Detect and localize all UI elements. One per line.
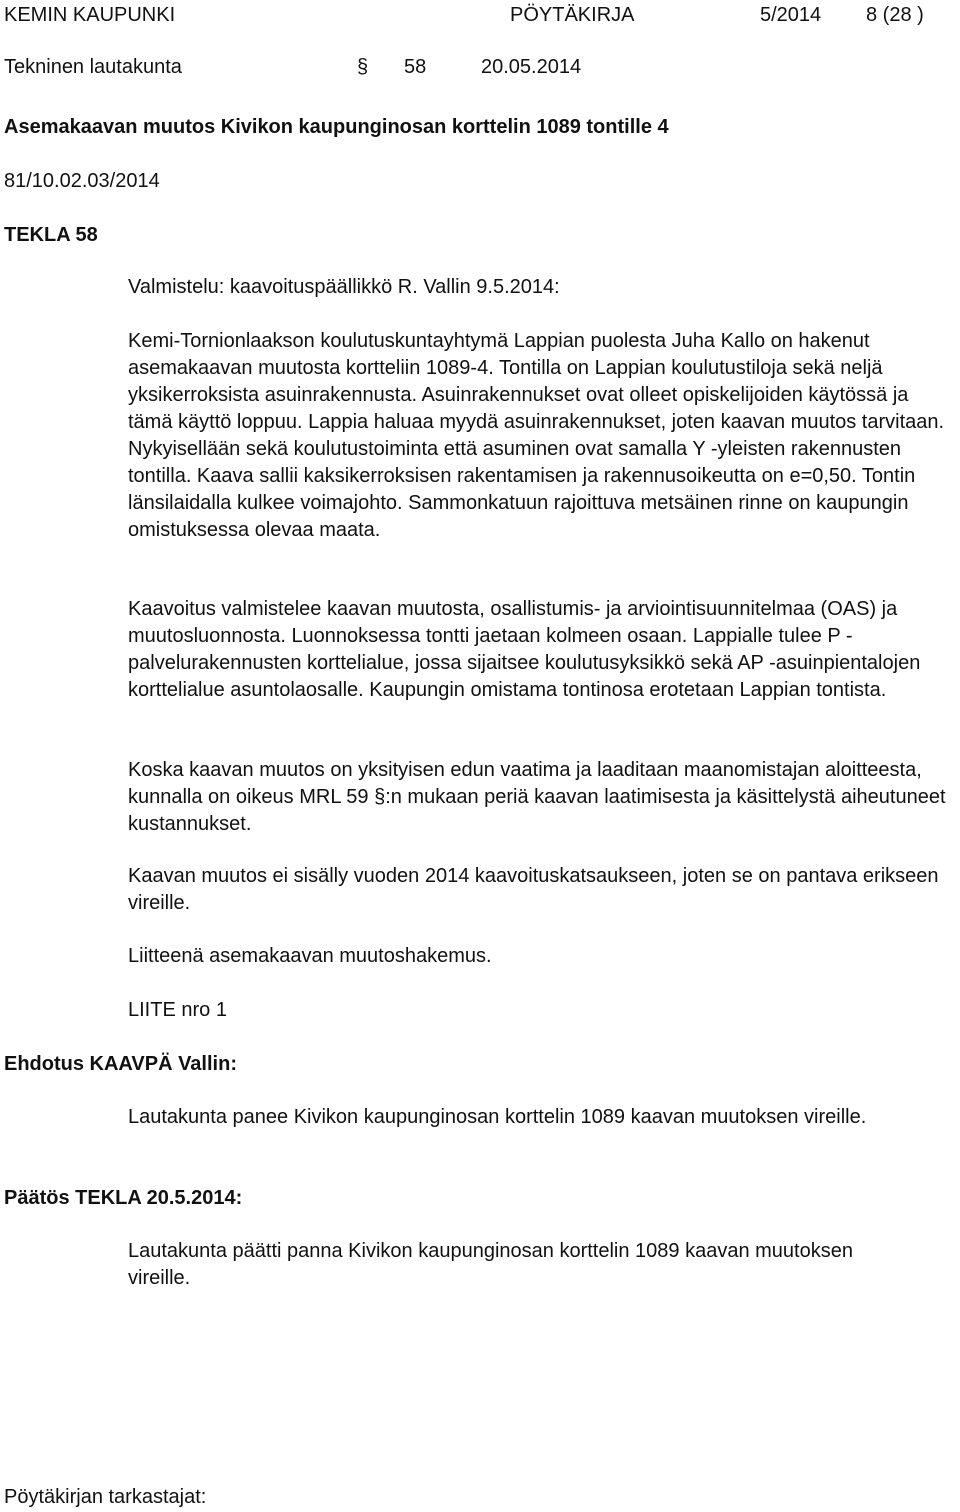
section-symbol: § — [357, 56, 369, 78]
decision-label: Päätös TEKLA 20.5.2014: — [4, 1187, 243, 1209]
tekla-reference: TEKLA 58 — [4, 224, 98, 246]
doc-type: PÖYTÄKIRJA — [510, 4, 635, 26]
doc-number: 5/2014 — [760, 4, 822, 26]
attachment-number: LIITE nro 1 — [128, 999, 227, 1021]
body-paragraph-4: Kaavan muutos ei sisälly vuoden 2014 kaavoituskatsaukseen, joten se on pantava erikseen vireille. — [128, 865, 939, 914]
reviewers-label: Pöytäkirjan tarkastajat: — [4, 1486, 207, 1508]
reference-number: 81/10.02.03/2014 — [4, 170, 160, 192]
decision-text: Lautakunta päätti panna Kivikon kaupunginosan korttelin 1089 kaavan muutoksen vireille. — [128, 1240, 853, 1289]
page-number: 8 (28 ) — [866, 4, 924, 26]
document-title: Asemakaavan muutos Kivikon kaupunginosan korttelin 1089 tontille 4 — [4, 116, 669, 138]
meeting-date: 20.05.2014 — [481, 56, 582, 78]
body-paragraph-3: Koska kaavan muutos on yksityisen edun vaatima ja laaditaan maanomistajan aloitteesta, kunnalla on oikeus MRL 59 §:n mukaan periä kaavan laatimisesta ja käsittelystä aiheutuneet kustannukset. — [128, 759, 946, 835]
preparation-line: Valmistelu: kaavoituspäällikkö R. Vallin 9.5.2014: — [128, 276, 560, 298]
board-name: Tekninen lautakunta — [4, 56, 182, 78]
attachment-note: Liitteenä asemakaavan muutoshakemus. — [128, 945, 492, 967]
body-paragraph-2: Kaavoitus valmistelee kaavan muutosta, osallistumis- ja arviointisuunnitelmaa (OAS) ja muutosluonnosta. Luonnoksessa tontti jaetaan kolmeen osaan. Lappialle tulee P -palvelurakennusten korttelialue, jossa sijaitsee koulutusyksikkö sekä AP -asuinpientalojen korttelialue asuntolaosalle. Kaupungin omistama tontinosa erotetaan Lappian tontista. — [128, 598, 921, 701]
proposal-label: Ehdotus KAAVPÄ Vallin: — [4, 1053, 237, 1075]
proposal-text: Lautakunta panee Kivikon kaupunginosan korttelin 1089 kaavan muutoksen vireille. — [128, 1106, 867, 1128]
section-number: 58 — [404, 56, 427, 78]
city-name: KEMIN KAUPUNKI — [4, 4, 176, 26]
body-paragraph-1: Kemi-Tornionlaakson koulutuskuntayhtymä Lappian puolesta Juha Kallo on hakenut asemakaavan muutosta kortteliin 1089-4. Tontilla on Lappian koulutustiloja sekä neljä yksikerroksista asuinrakennusta. Asuinrakennukset ovat olleet opiskelijoiden käytössä ja tämä käyttö loppuu. Lappia haluaa myydä asuinrakennukset, joten kaavan muutos tarvitaan. Nykyisellään sekä koulutustoiminta että asuminen ovat samalla Y -yleisten rakennusten tontilla. Kaava sallii kaksikerroksisen rakentamisen ja rakennusoikeutta on e=0,50. Tontin länsilaidalla kulkee voimajohto. Sammonkatuun rajoittuva metsäinen rinne on kaupungin omistuksessa olevaa maata. — [128, 330, 945, 541]
